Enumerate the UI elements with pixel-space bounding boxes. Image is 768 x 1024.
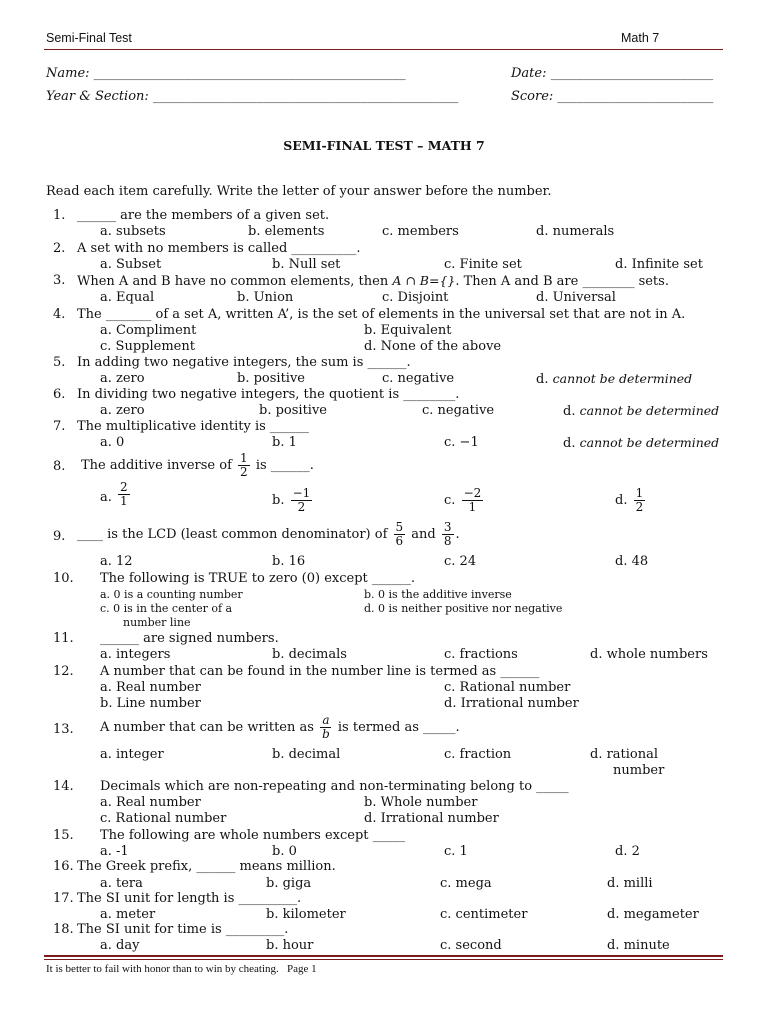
q10-choice-c-line-1: c. 0 is in the center of a [100, 602, 233, 615]
q11-choice-b: b. decimals [272, 647, 347, 662]
q1-number: 1. [53, 208, 66, 223]
q13-text [100, 714, 460, 741]
q18-choice-d: d. minute [607, 938, 670, 953]
q11-text: ______ are signed numbers. [100, 631, 279, 646]
q3-text-post: . Then A and B are ________ sets. [455, 274, 669, 289]
q11-number: 11. [53, 631, 74, 646]
q16-choice-a: a. tera [100, 876, 143, 891]
q15-choice-a: a. -1 [100, 844, 129, 859]
q8-choice-d [615, 487, 647, 514]
q15-text: The following are whole numbers except _____ [100, 828, 406, 843]
q8-choice-d-fraction [634, 487, 646, 514]
q6-choice-d [563, 403, 719, 419]
q3-math: A ∩ B={} [392, 273, 456, 288]
q15-choice-c: c. 1 [444, 844, 468, 859]
q12-choice-d: d. Irrational number [444, 696, 579, 711]
q15-choice-d: d. 2 [615, 844, 640, 859]
q8-choice-a-letter: a. [100, 490, 112, 505]
q9-fraction-2 [442, 521, 454, 548]
q14-choice-d: d. Irrational number [364, 811, 499, 826]
q13-fraction [320, 714, 332, 741]
q5-number: 5. [53, 355, 66, 370]
page-title: SEMI-FINAL TEST – MATH 7 [283, 138, 485, 153]
q8-choice-a-numerator: 2 [120, 480, 128, 494]
q15-choice-b: b. 0 [272, 844, 297, 859]
q18-number: 18. [53, 922, 74, 937]
q8-choice-a [100, 480, 132, 508]
q18-text: The SI unit for time is _________. [77, 922, 289, 937]
q6-choice-d-text: cannot be determined [579, 403, 720, 418]
q10-choice-b: b. 0 is the additive inverse [364, 588, 512, 601]
q9-fraction-1 [394, 521, 406, 548]
q9-fraction-1-denominator: 6 [395, 534, 404, 548]
header-right: Math 7 [621, 31, 660, 45]
q6-choice-a: a. zero [100, 403, 145, 418]
q16-choice-c: c. mega [440, 876, 492, 891]
q18-choice-c: c. second [440, 938, 502, 953]
q8-choice-b-letter: b. [272, 493, 285, 508]
q8-choice-a-denominator: 1 [120, 494, 128, 508]
q15-number: 15. [53, 828, 74, 843]
q6-text: In dividing two negative integers, the quotient is ________. [77, 387, 460, 402]
q1-choice-b: b. elements [248, 224, 325, 239]
q13-choice-a: a. integer [100, 747, 164, 762]
q10-choice-c-line-2: number line [123, 616, 191, 629]
q9-choice-b: b. 16 [272, 554, 306, 569]
date-field: Date: _________________________ [511, 66, 714, 81]
q4-text: The _______ of a set A, written A’, is the set of elements in the universal set that are not in A. [77, 307, 686, 322]
q9-choice-a: a. 12 [100, 554, 133, 569]
q4-choice-c: c. Supplement [100, 339, 195, 354]
q13-choice-c: c. fraction [444, 747, 512, 762]
q2-text: A set with no members is called __________. [77, 241, 361, 256]
year-section-field: Year & Section: _______________________________________________ [46, 89, 459, 104]
q8-choice-b-numerator: −1 [292, 486, 311, 500]
q12-text: A number that can be found in the number line is termed as ______ [100, 664, 540, 679]
q14-choice-b: b. Whole number [364, 795, 478, 810]
q8-fraction-numerator: 1 [240, 451, 248, 465]
q12-choice-a: a. Real number [100, 680, 201, 695]
q13-choice-b: b. decimal [272, 747, 341, 762]
q12-choice-b: b. Line number [100, 696, 201, 711]
q5-choice-d [536, 371, 692, 387]
q5-choice-d-text: cannot be determined [552, 371, 693, 386]
q1-choice-c: c. members [382, 224, 459, 239]
q7-number: 7. [53, 419, 66, 434]
name-field: Name: ________________________________________________ [46, 66, 406, 81]
q13-fraction-denominator: b [322, 727, 330, 741]
q11-choice-a: a. integers [100, 647, 171, 662]
q14-number: 14. [53, 779, 74, 794]
q7-choice-d-text: cannot be determined [579, 435, 720, 450]
footer-rule-thick [44, 955, 723, 957]
q4-number: 4. [53, 307, 66, 322]
q14-choice-c: c. Rational number [100, 811, 227, 826]
q9-fraction-2-numerator: 3 [443, 520, 452, 534]
q17-choice-a: a. meter [100, 907, 156, 922]
header-left: Semi-Final Test [46, 31, 132, 45]
q8-choice-c-fraction [462, 487, 484, 514]
q6-choice-c: c. negative [422, 403, 495, 418]
q5-choice-a: a. zero [100, 371, 145, 386]
q14-text: Decimals which are non-repeating and non-terminating belong to _____ [100, 779, 569, 794]
q16-text: The Greek prefix, ______ means million. [77, 859, 336, 874]
q13-choice-d-line-2: number [613, 763, 665, 778]
q12-choice-c: c. Rational number [444, 680, 571, 695]
q8-fraction [238, 452, 250, 479]
q8-choice-c [444, 487, 485, 514]
q2-choice-d: d. Infinite set [615, 257, 703, 272]
score-field: Score: ________________________ [511, 89, 714, 104]
q6-choice-b: b. positive [259, 403, 327, 418]
q8-choice-b-denominator: 2 [297, 500, 306, 514]
q17-choice-c: c. centimeter [440, 907, 528, 922]
q6-number: 6. [53, 387, 66, 402]
q11-choice-c: c. fractions [444, 647, 518, 662]
q13-number: 13. [53, 722, 74, 737]
q12-number: 12. [53, 664, 74, 679]
q17-number: 17. [53, 891, 74, 906]
q3-choice-a: a. Equal [100, 290, 155, 305]
q7-choice-c: c. −1 [444, 435, 479, 450]
footer-motto: It is better to fail with honor than to win by cheating. [46, 963, 279, 975]
q8-text [81, 452, 314, 479]
q8-choice-c-letter: c. [444, 493, 456, 508]
q7-text: The multiplicative identity is ______ [77, 419, 309, 434]
q3-text-pre: When A and B have no common elements, then [77, 274, 389, 289]
q10-choice-d: d. 0 is neither positive nor negative [364, 602, 563, 615]
q16-choice-d: d. milli [607, 876, 653, 891]
footer [46, 963, 317, 975]
q5-choice-b: b. positive [237, 371, 305, 386]
q3-number: 3. [53, 273, 66, 288]
q13-text-pre: A number that can be written as [100, 720, 314, 735]
q5-choice-c: c. negative [382, 371, 455, 386]
q3-choice-c: c. Disjoint [382, 290, 449, 305]
q13-fraction-numerator: a [322, 713, 330, 727]
q3-choice-b: b. Union [237, 290, 294, 305]
q5-text: In adding two negative integers, the sum is ______. [77, 355, 411, 370]
q8-choice-d-denominator: 2 [635, 500, 644, 514]
q10-text: The following is TRUE to zero (0) except ______. [100, 571, 416, 586]
q9-choice-c: c. 24 [444, 554, 477, 569]
q8-text-pre: The additive inverse of [81, 458, 232, 473]
q13-choice-d-line-1: d. rational [590, 747, 659, 762]
header-rule [44, 49, 723, 50]
q3-choice-d: d. Universal [536, 290, 616, 305]
q8-number: 8. [53, 459, 66, 474]
q8-choice-d-letter: d. [615, 493, 628, 508]
q6-choice-d-letter: d. [563, 404, 576, 419]
q1-choice-a: a. subsets [100, 224, 166, 239]
q11-choice-d: d. whole numbers [590, 647, 708, 662]
q8-choice-c-denominator: 1 [468, 500, 477, 514]
q2-choice-a: a. Subset [100, 257, 162, 272]
q9-choice-d: d. 48 [615, 554, 649, 569]
q7-choice-d-letter: d. [563, 436, 576, 451]
q8-choice-c-numerator: −2 [463, 486, 482, 500]
q17-text: The SI unit for length is _________. [77, 891, 302, 906]
q8-choice-d-numerator: 1 [635, 486, 644, 500]
q4-choice-d: d. None of the above [364, 339, 502, 354]
q3-text [77, 273, 669, 289]
q9-text-post: . [455, 527, 460, 542]
q10-number: 10. [53, 571, 74, 586]
q9-and: and [411, 527, 436, 542]
q1-choice-d: d. numerals [536, 224, 615, 239]
q7-choice-b: b. 1 [272, 435, 297, 450]
q2-choice-b: b. Null set [272, 257, 341, 272]
q16-number: 16. [53, 859, 74, 874]
q18-choice-b: b. hour [266, 938, 314, 953]
q7-choice-d [563, 435, 719, 451]
q13-text-post: is termed as _____. [337, 720, 460, 735]
q8-choice-b [272, 487, 314, 514]
q9-fraction-2-denominator: 8 [443, 534, 452, 548]
page-number: Page 1 [287, 963, 317, 975]
q10-choice-a: a. 0 is a counting number [100, 588, 243, 601]
q14-choice-a: a. Real number [100, 795, 201, 810]
q9-number: 9. [53, 529, 66, 544]
q9-fraction-1-numerator: 5 [395, 520, 404, 534]
q4-choice-b: b. Equivalent [364, 323, 452, 338]
q2-number: 2. [53, 241, 66, 256]
q1-text: ______ are the members of a given set. [77, 208, 330, 223]
q2-choice-c: c. Finite set [444, 257, 522, 272]
q4-choice-a: a. Compliment [100, 323, 197, 338]
q8-fraction-denominator: 2 [240, 465, 248, 479]
instructions: Read each item carefully. Write the letter of your answer before the number. [46, 184, 552, 199]
q8-text-post: is ______. [255, 458, 314, 473]
q5-choice-d-letter: d. [536, 372, 549, 387]
q7-choice-a: a. 0 [100, 435, 125, 450]
q17-choice-d: d. megameter [607, 907, 699, 922]
q18-choice-a: a. day [100, 938, 140, 953]
footer-rule-thin [44, 959, 723, 960]
q9-text [77, 521, 460, 548]
q8-choice-a-fraction [118, 481, 130, 508]
q8-choice-b-fraction [291, 487, 313, 514]
q17-choice-b: b. kilometer [266, 907, 346, 922]
q16-choice-b: b. giga [266, 876, 312, 891]
q9-text-pre: ____ is the LCD (least common denominator) of [77, 527, 388, 542]
